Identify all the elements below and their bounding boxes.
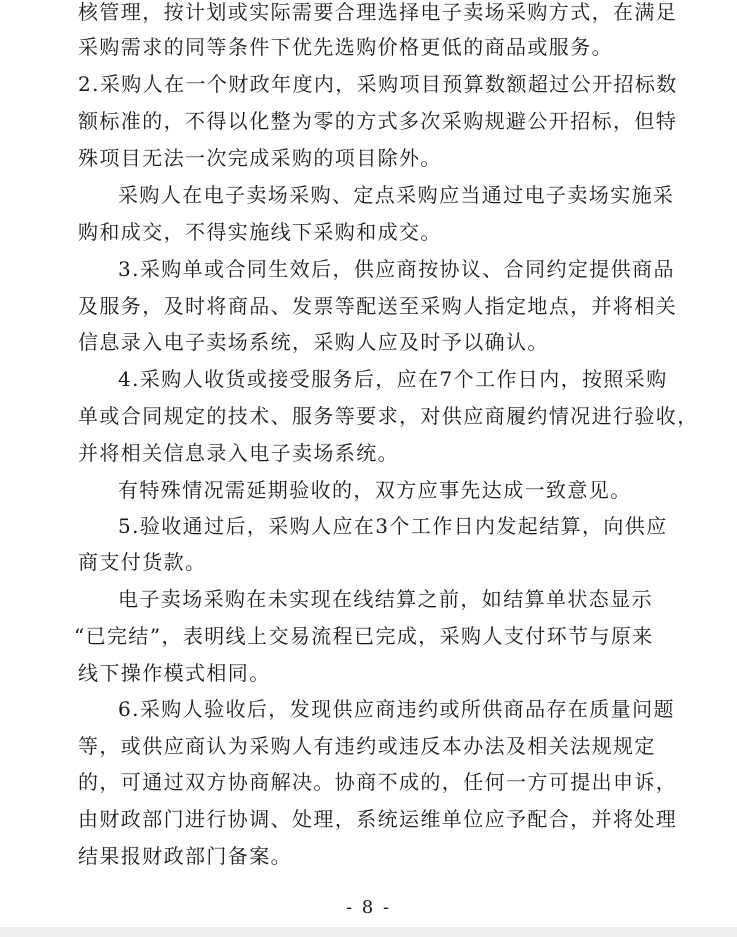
text-line: “已完结”，表明线上交易流程已完成，采购人支付环节与原来 — [74, 624, 654, 648]
text-line: 5.验收通过后，采购人应在3个工作日内发起结算，向供应 — [118, 514, 668, 538]
text-line: 由财政部门进行协调、处理，系统运维单位应予配合，并将处理 — [78, 807, 678, 831]
page-number: - 8 - — [345, 897, 392, 918]
text-line: 购和成交，不得实施线下采购和成交。 — [78, 220, 442, 244]
text-line: 等，或供应商认为采购人有违约或违反本办法及相关法规规定 — [78, 734, 656, 758]
text-line: 信息录入电子卖场系统，采购人应及时予以确认。 — [78, 330, 549, 354]
text-line: 核管理，按计划或实际需要合理选择电子卖场采购方式，在满足 — [78, 0, 678, 24]
text-line: 的，可通过双方协商解决。协商不成的，任何一方可提出申诉， — [78, 770, 678, 794]
text-line: 并将相关信息录入电子卖场系统。 — [78, 441, 399, 465]
text-line: 单或合同规定的技术、服务等要求，对供应商履约情况进行验收， — [78, 404, 699, 428]
text-line: 及服务，及时将商品、发票等配送至采购人指定地点，并将相关 — [78, 294, 678, 318]
text-line: 殊项目无法一次完成采购的项目除外。 — [78, 146, 442, 170]
text-line: 额标准的，不得以化整为零的方式多次采购规避公开招标，但特 — [78, 109, 678, 133]
text-line: 商支付货款。 — [78, 550, 207, 574]
text-line: 采购人在电子卖场采购、定点采购应当通过电子卖场实施采 — [118, 183, 675, 207]
text-line: 4.采购人收货或接受服务后，应在7个工作日内，按照采购 — [118, 367, 668, 391]
text-line: 2.采购人在一个财政年度内，采购项目预算数额超过公开招标数 — [78, 72, 678, 96]
text-line: 有特殊情况需延期验收的，双方应事先达成一致意见。 — [118, 478, 632, 502]
text-line: 线下操作模式相同。 — [78, 661, 271, 685]
text-line: 3.采购单或合同生效后，供应商按协议、合同约定提供商品 — [118, 257, 675, 281]
text-line: 6.采购人验收后，发现供应商违约或所供商品存在质量问题 — [118, 697, 675, 721]
text-line: 采购需求的同等条件下优先选购价格更低的商品或服务。 — [78, 35, 613, 59]
text-line: 电子卖场采购在未实现在线结算之前，如结算单状态显示 — [118, 587, 653, 611]
viewer-bottom-edge — [0, 927, 737, 937]
text-line: 结果报财政部门备案。 — [78, 844, 292, 868]
